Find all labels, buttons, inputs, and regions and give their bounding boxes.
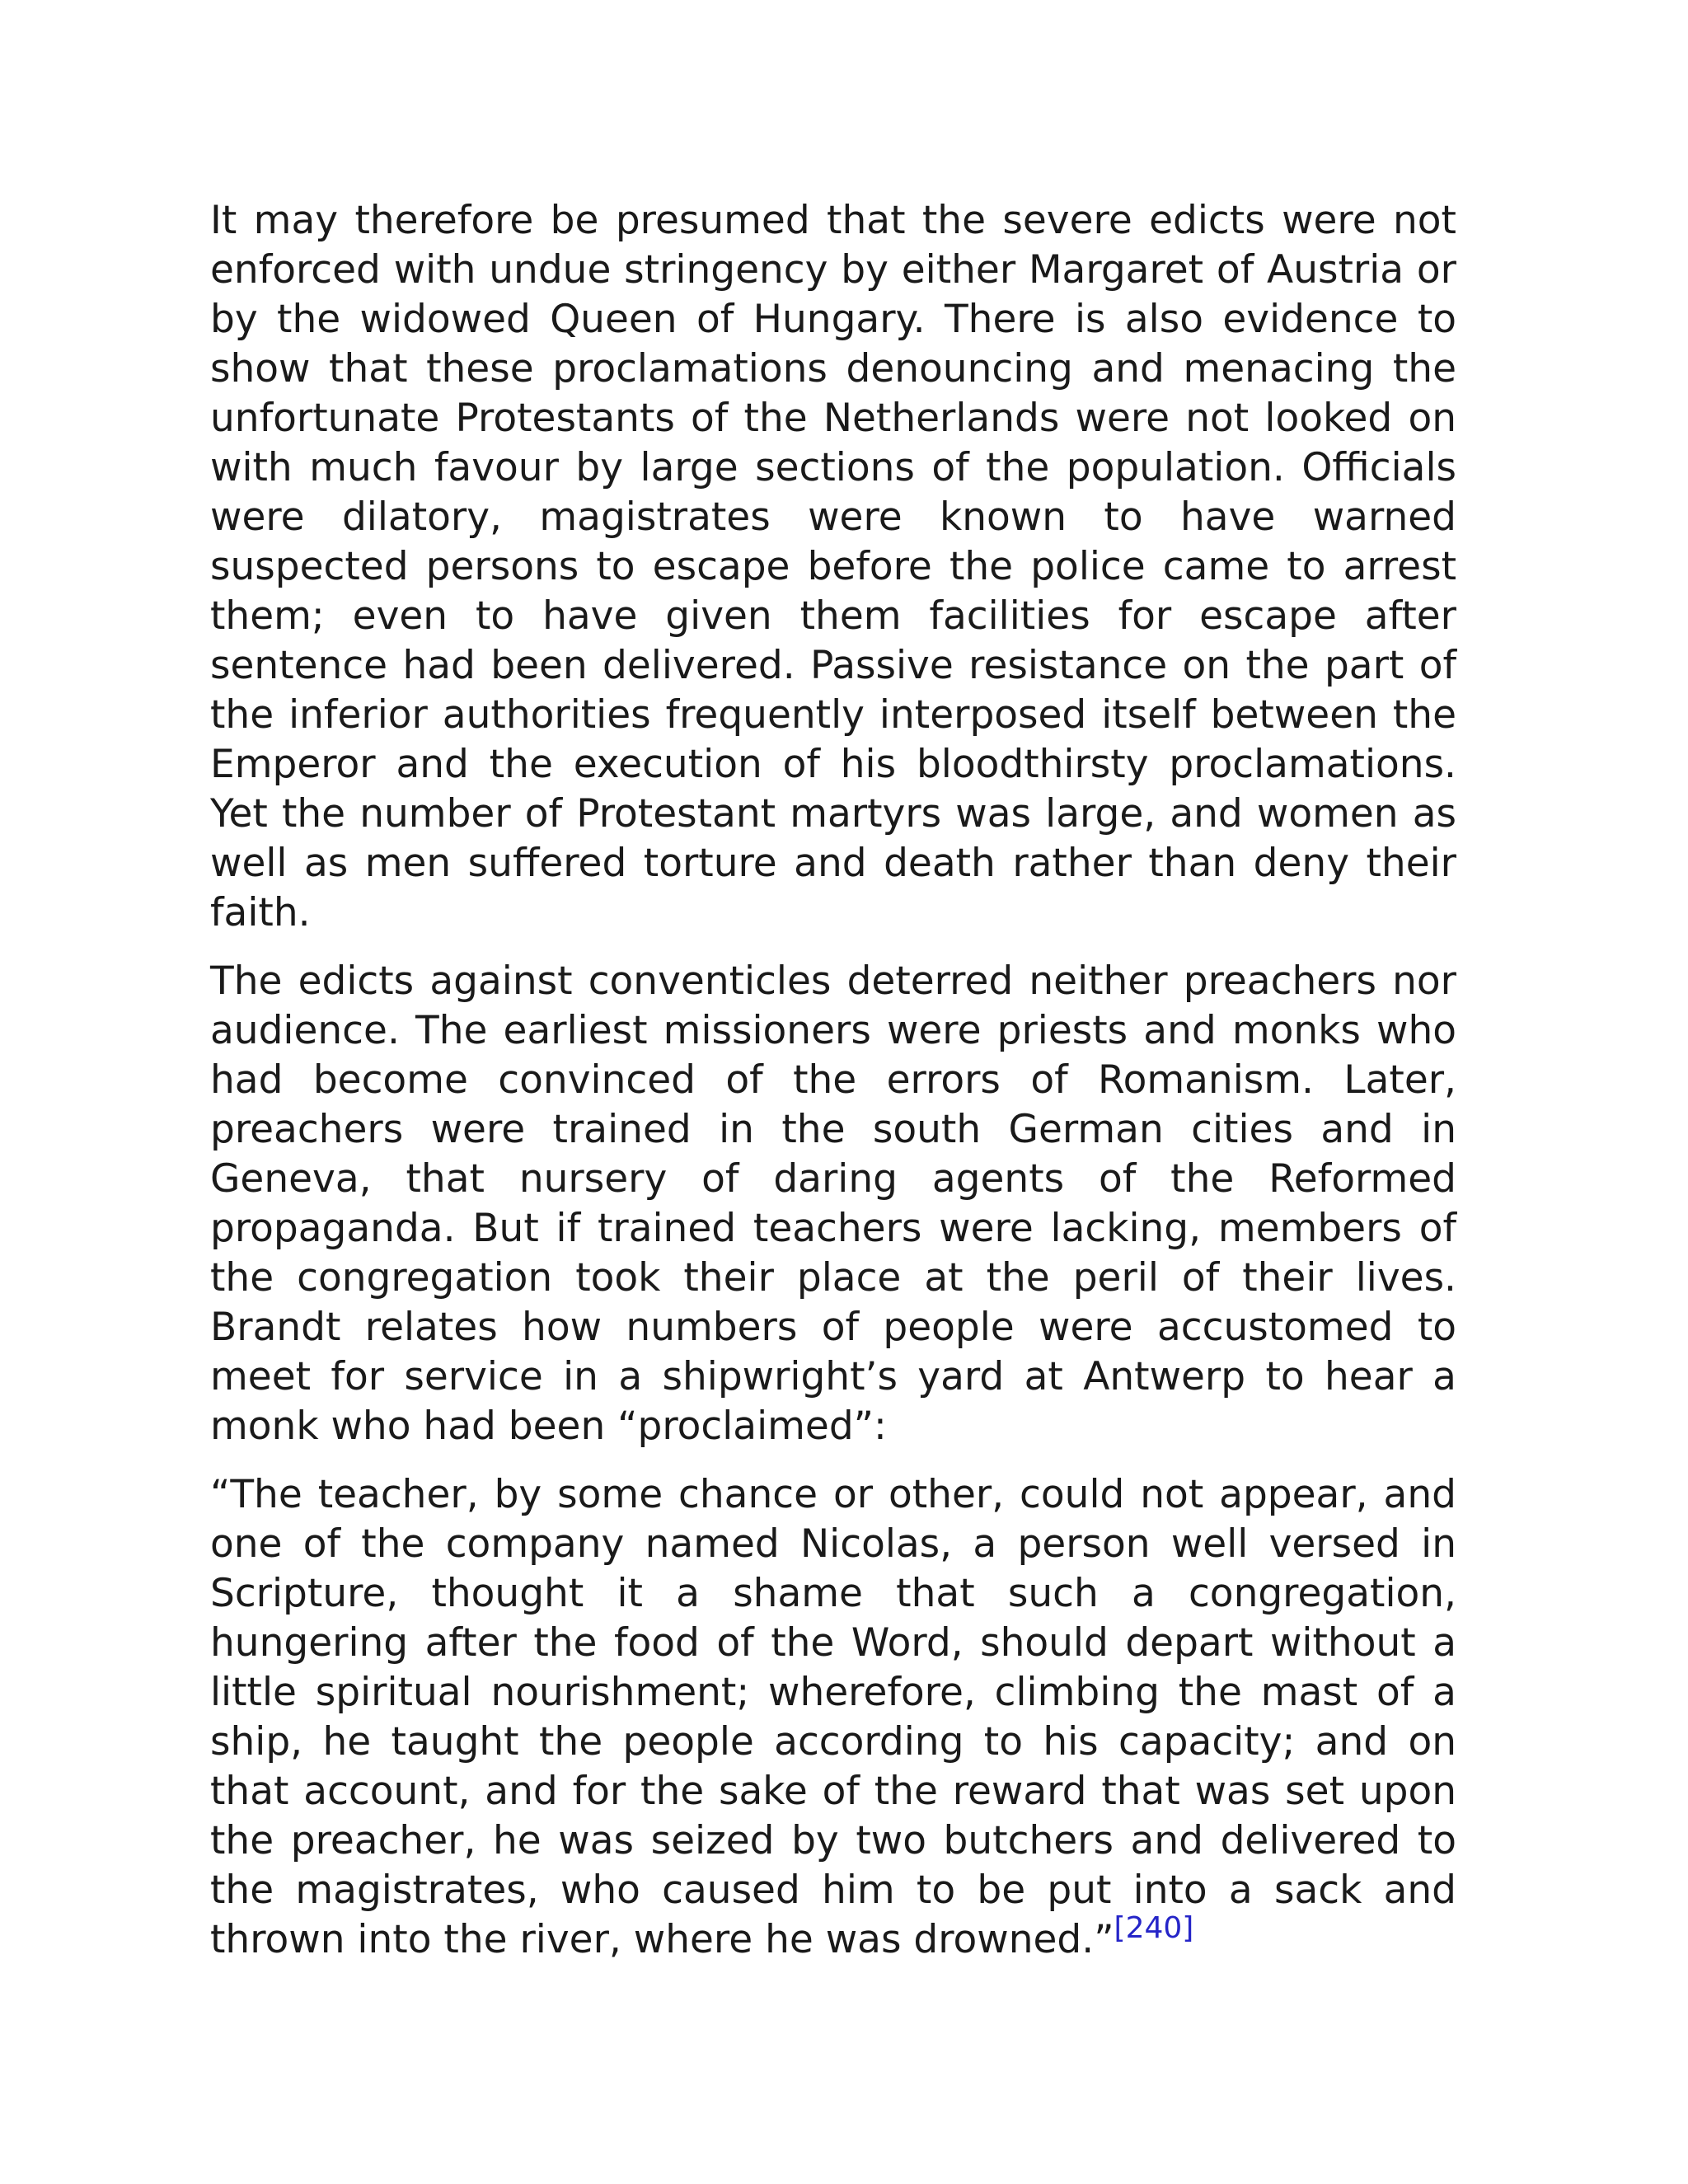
document-body	[210, 196, 1456, 1984]
paragraph-edicts-enforcement: It may therefore be presumed that the severe edicts were not enforced with undue stringency by either Margaret of Austria or by the widowed Queen of Hungary. There is also evidence to show that these proclamations denouncing and menacing the unfortunate Protestants of the Netherlands were not looked on with much favour by large sections of the population. Officials were dilatory, magistrates were known to have warned suspected persons to escape before the police came to arrest them; even to have given them facilities for escape after sentence had been delivered. Passive resistance on the part of the inferior authorities frequently interposed itself between the Emperor and the execution of his bloodthirsty proclamations. Yet the number of Protestant martyrs was large, and women as well as men suffered torture and death rather than deny their faith.	[210, 198, 1456, 935]
paragraph-conventicles: The edicts against conventicles deterred neither preachers nor audience. The earliest missioners were priests and monks who had become convinced of the errors of Romanism. Later, preachers were trained in the south German cities and in Geneva, that nursery of daring agents of the Reformed propaganda. But if trained teachers were lacking, members of the congregation took their place at the peril of their lives. Brandt relates how numbers of people were accustomed to meet for service in a shipwright’s yard at Antwerp to hear a monk who had been “proclaimed”:	[210, 958, 1456, 1449]
quote-text: “The teacher, by some chance or other, could not appear, and one of the company named Nicolas, a person well versed in Scripture, thought it a shame that such a congregation, hungering after the food of the Word, should depart without a little spiritual nourishment; wherefore, climbing the mast of a ship, he taught the people according to his capacity; and on that account, and for the sake of the reward that was set upon the preacher, he was seized by two butchers and delivered to the magistrates, who caused him to be put into a sack and thrown into the river, where he was drowned.”	[210, 1472, 1456, 1962]
paragraph-quote	[210, 1470, 1456, 1965]
footnote-link[interactable]: [240]	[1114, 1911, 1194, 1945]
